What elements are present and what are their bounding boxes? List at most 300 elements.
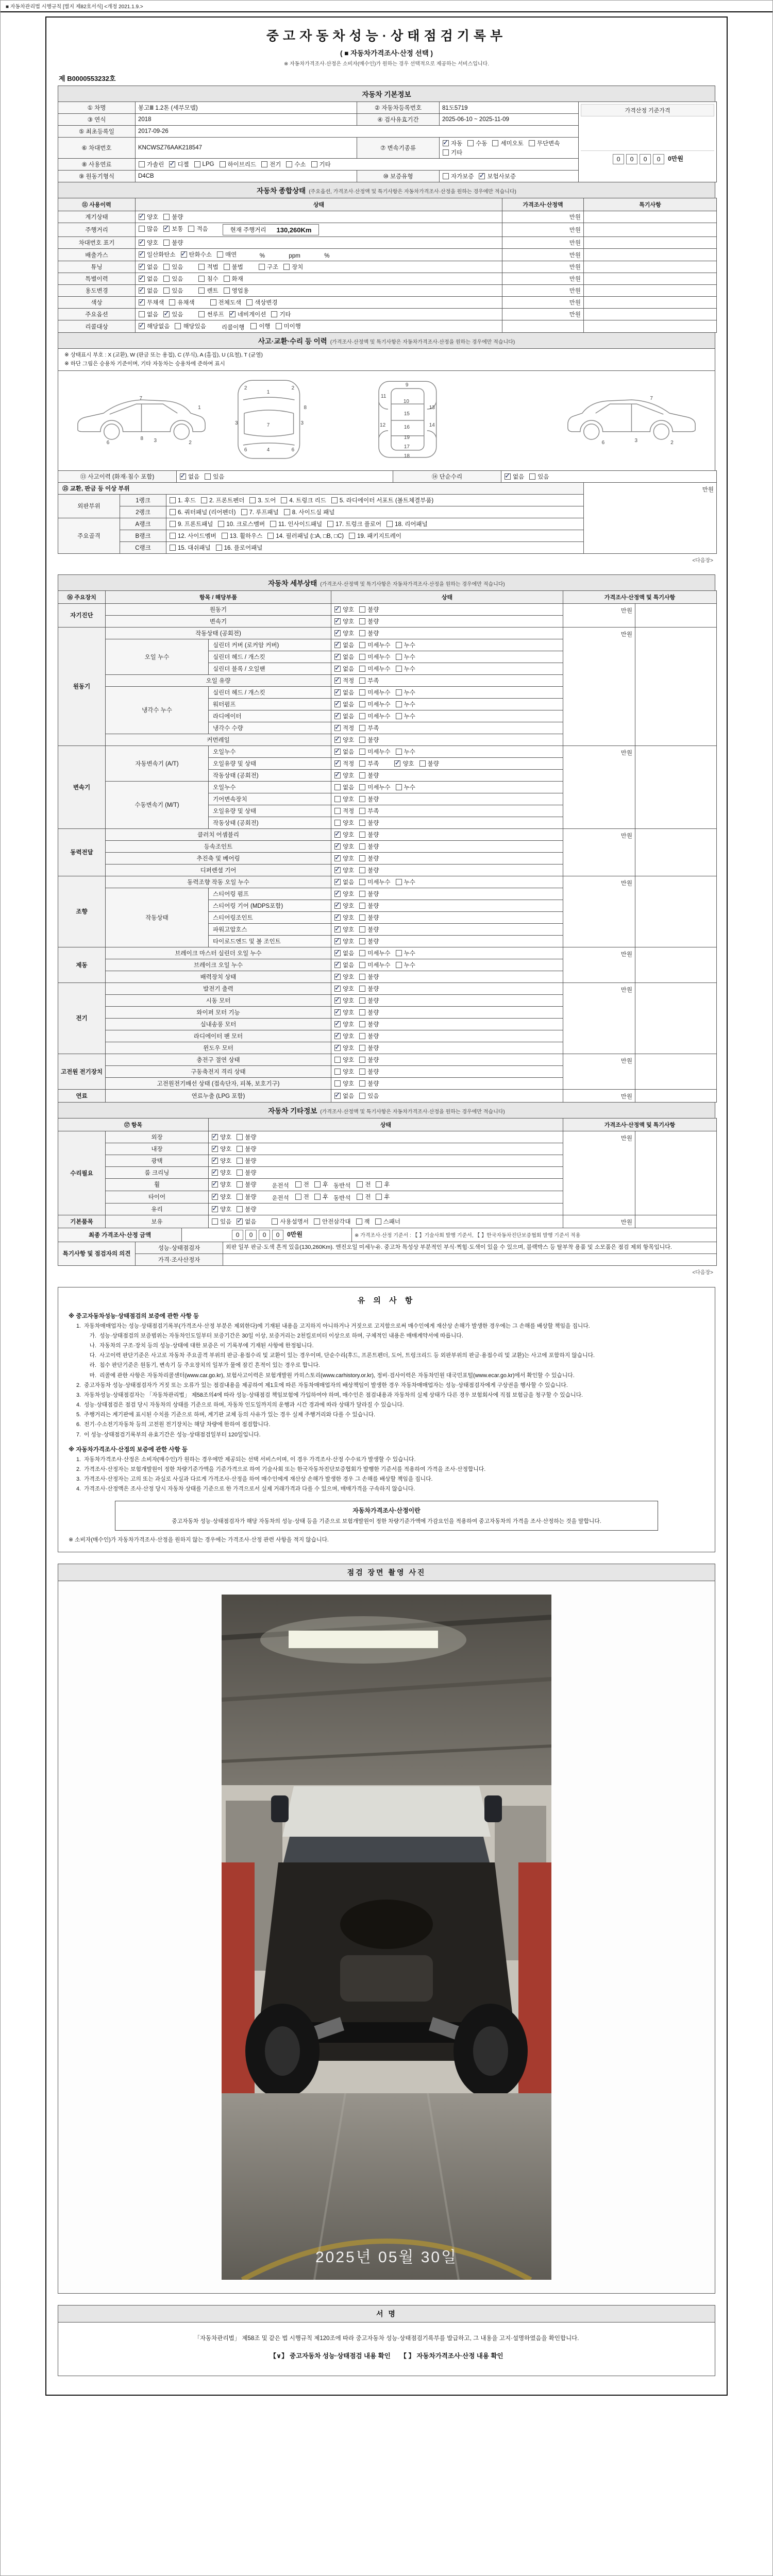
checkbox-option[interactable]: 10. 크로스멤버 bbox=[218, 520, 265, 528]
checkbox-option[interactable]: 안전삼각대 bbox=[314, 1217, 351, 1226]
checkbox-option[interactable]: ✓ 적정 bbox=[334, 724, 354, 732]
checkbox-option[interactable]: ✓ 양호 bbox=[334, 913, 354, 922]
checkbox-icon[interactable] bbox=[163, 276, 170, 282]
checkbox-option[interactable]: ✓ 양호 bbox=[334, 996, 354, 1005]
checkbox-option[interactable]: ✓ 양호 bbox=[334, 771, 354, 779]
checkbox-option[interactable]: ✓ 양호 bbox=[334, 831, 354, 839]
checkbox-option[interactable]: ✓ 양호 bbox=[334, 902, 354, 910]
checkbox-icon[interactable] bbox=[334, 784, 341, 790]
checkbox-icon[interactable] bbox=[281, 497, 287, 503]
checkbox-icon[interactable] bbox=[334, 879, 341, 885]
checkbox-option[interactable]: ✓ 일산화탄소 bbox=[139, 250, 176, 259]
checkbox-option[interactable]: 17. 트렁크 플로어 bbox=[327, 520, 381, 528]
checkbox-option[interactable]: ✓ 양호 bbox=[334, 629, 354, 637]
checkbox-icon[interactable] bbox=[359, 701, 365, 707]
checkbox-icon[interactable] bbox=[212, 1170, 218, 1176]
checkbox-icon[interactable] bbox=[359, 737, 365, 743]
checkbox-icon[interactable] bbox=[237, 1218, 243, 1225]
checkbox-icon[interactable] bbox=[286, 161, 292, 167]
checkbox-option[interactable]: 13. 휠하우스 bbox=[222, 532, 263, 540]
checkbox-option[interactable]: ✓ 적정 bbox=[334, 676, 354, 685]
checkbox-option[interactable]: 스패너 bbox=[375, 1217, 400, 1226]
checkbox-option[interactable]: 불량 bbox=[419, 759, 439, 768]
checkbox-icon[interactable] bbox=[359, 879, 365, 885]
checkbox-icon[interactable] bbox=[334, 772, 341, 778]
checkbox-option[interactable]: 불량 bbox=[237, 1168, 256, 1177]
checkbox-option[interactable]: 누수 bbox=[396, 653, 415, 661]
checkbox-icon[interactable] bbox=[334, 677, 341, 684]
checkbox-option[interactable]: 불량 bbox=[237, 1157, 256, 1165]
checkbox-option[interactable]: ✓ 양호 bbox=[212, 1168, 231, 1177]
checkbox-option[interactable]: ✓ 없음 bbox=[505, 472, 524, 481]
checkbox-icon[interactable] bbox=[229, 311, 236, 317]
checkbox-option[interactable]: 있음 bbox=[205, 472, 224, 481]
checkbox-icon[interactable] bbox=[139, 226, 145, 232]
checkbox-option[interactable]: ✓ 없음 bbox=[334, 688, 354, 697]
checkbox-option[interactable]: 양호 bbox=[334, 819, 354, 827]
checkbox-option[interactable]: 불량 bbox=[359, 617, 379, 625]
checkbox-option[interactable]: 후 bbox=[314, 1193, 328, 1201]
checkbox-option[interactable]: 8. 사이드실 패널 bbox=[284, 508, 335, 516]
checkbox-icon[interactable] bbox=[386, 521, 393, 527]
checkbox-icon[interactable] bbox=[212, 1134, 218, 1140]
checkbox-option[interactable]: ✓ 양호 bbox=[334, 985, 354, 993]
checkbox-option[interactable]: 전 bbox=[295, 1180, 309, 1189]
checkbox-option[interactable]: 2. 프론트펜더 bbox=[201, 496, 244, 504]
checkbox-option[interactable]: ✓ 없음 bbox=[334, 1092, 354, 1100]
checkbox-option[interactable]: 불량 bbox=[359, 1020, 379, 1028]
checkbox-icon[interactable] bbox=[359, 749, 365, 755]
checkbox-option[interactable]: 부족 bbox=[359, 759, 379, 768]
checkbox-option[interactable]: 후 bbox=[376, 1193, 390, 1201]
checkbox-icon[interactable] bbox=[163, 226, 170, 232]
checkbox-option[interactable]: ✓ 양호 bbox=[334, 1008, 354, 1016]
checkbox-option[interactable]: ✓ 없음 bbox=[334, 961, 354, 969]
checkbox-option[interactable]: 불량 bbox=[359, 1067, 379, 1076]
checkbox-option[interactable]: ✓ 양호 bbox=[334, 973, 354, 981]
checkbox-option[interactable]: ✓ 없음 bbox=[334, 878, 354, 886]
checkbox-option[interactable]: ✓ 없음 bbox=[334, 665, 354, 673]
checkbox-option[interactable]: ✓ 양호 bbox=[212, 1180, 231, 1189]
checkbox-option[interactable]: 불량 bbox=[237, 1180, 256, 1189]
checkbox-icon[interactable] bbox=[334, 760, 341, 767]
checkbox-option[interactable]: 없음 bbox=[334, 783, 354, 791]
checkbox-option[interactable]: 미세누수 bbox=[359, 653, 390, 661]
checkbox-icon[interactable] bbox=[220, 161, 226, 167]
checkbox-icon[interactable] bbox=[334, 689, 341, 696]
checkbox-option[interactable]: 7. 루프패널 bbox=[241, 508, 279, 516]
checkbox-icon[interactable] bbox=[334, 914, 341, 921]
checkbox-option[interactable]: 기타 bbox=[443, 148, 462, 157]
checkbox-option[interactable]: 렌트 bbox=[198, 286, 218, 295]
checkbox-option[interactable]: 수소 bbox=[286, 160, 306, 168]
checkbox-icon[interactable] bbox=[334, 737, 341, 743]
checkbox-icon[interactable] bbox=[170, 497, 176, 503]
checkbox-option[interactable]: 불량 bbox=[359, 913, 379, 922]
checkbox-icon[interactable] bbox=[334, 666, 341, 672]
checkbox-icon[interactable] bbox=[396, 689, 402, 696]
checkbox-icon[interactable] bbox=[163, 287, 170, 294]
checkbox-icon[interactable] bbox=[359, 654, 365, 660]
checkbox-icon[interactable] bbox=[359, 772, 365, 778]
checkbox-icon[interactable] bbox=[505, 473, 511, 480]
checkbox-icon[interactable] bbox=[334, 938, 341, 944]
checkbox-option[interactable]: 불량 bbox=[359, 1056, 379, 1064]
checkbox-option[interactable]: 없음 bbox=[139, 310, 158, 318]
checkbox-icon[interactable] bbox=[283, 264, 290, 270]
checkbox-option[interactable]: 9. 프론트패널 bbox=[170, 520, 213, 528]
checkbox-icon[interactable] bbox=[170, 509, 176, 515]
checkbox-icon[interactable] bbox=[357, 1194, 363, 1200]
checkbox-option[interactable]: 부족 bbox=[359, 676, 379, 685]
checkbox-option[interactable]: 장치 bbox=[283, 263, 303, 271]
checkbox-option[interactable]: 불량 bbox=[359, 1008, 379, 1016]
checkbox-icon[interactable] bbox=[334, 1045, 341, 1051]
checkbox-icon[interactable] bbox=[334, 642, 341, 648]
checkbox-option[interactable]: 유채색 bbox=[169, 298, 194, 307]
checkbox-icon[interactable] bbox=[359, 689, 365, 696]
checkbox-icon[interactable] bbox=[217, 251, 223, 258]
checkbox-option[interactable]: ✓ 없음 bbox=[334, 748, 354, 756]
checkbox-icon[interactable] bbox=[359, 950, 365, 956]
checkbox-option[interactable]: 미세누수 bbox=[359, 712, 390, 720]
checkbox-option[interactable]: 불량 bbox=[359, 1079, 379, 1088]
checkbox-option[interactable]: 불량 bbox=[359, 925, 379, 934]
checkbox-icon[interactable] bbox=[237, 1181, 243, 1188]
checkbox-option[interactable]: ✓ 탄화수소 bbox=[181, 250, 212, 259]
checkbox-icon[interactable] bbox=[314, 1181, 321, 1188]
checkbox-icon[interactable] bbox=[334, 820, 341, 826]
checkbox-option[interactable]: 불량 bbox=[359, 996, 379, 1005]
checkbox-icon[interactable] bbox=[334, 1057, 341, 1063]
checkbox-option[interactable]: ✓ 무채색 bbox=[139, 298, 164, 307]
checkbox-option[interactable]: 적음 bbox=[188, 225, 208, 233]
checkbox-icon[interactable] bbox=[295, 1181, 301, 1188]
checkbox-option[interactable]: 누수 bbox=[396, 878, 415, 886]
checkbox-icon[interactable] bbox=[331, 497, 338, 503]
checkbox-icon[interactable] bbox=[359, 1093, 365, 1099]
checkbox-icon[interactable] bbox=[237, 1170, 243, 1176]
checkbox-icon[interactable] bbox=[359, 938, 365, 944]
checkbox-icon[interactable] bbox=[359, 642, 365, 648]
checkbox-option[interactable]: ✓ 보험사보증 bbox=[479, 172, 516, 180]
checkbox-icon[interactable] bbox=[396, 642, 402, 648]
checkbox-option[interactable]: 수동 bbox=[467, 139, 487, 147]
checkbox-icon[interactable] bbox=[359, 760, 365, 767]
checkbox-option[interactable]: 화재 bbox=[224, 275, 243, 283]
checkbox-icon[interactable] bbox=[396, 950, 402, 956]
checkbox-icon[interactable] bbox=[170, 533, 176, 539]
checkbox-icon[interactable] bbox=[237, 1146, 243, 1152]
checkbox-option[interactable]: 불량 bbox=[359, 842, 379, 851]
checkbox-option[interactable]: ✓ 양호 bbox=[334, 890, 354, 898]
checkbox-icon[interactable] bbox=[139, 240, 145, 246]
checkbox-option[interactable]: ✓ 양호 bbox=[334, 937, 354, 945]
checkbox-icon[interactable] bbox=[169, 161, 175, 167]
checkbox-icon[interactable] bbox=[359, 630, 365, 636]
checkbox-option[interactable]: 불량 bbox=[359, 831, 379, 839]
checkbox-option[interactable]: 있음 bbox=[163, 263, 183, 271]
checkbox-option[interactable]: 불량 bbox=[359, 605, 379, 614]
checkbox-icon[interactable] bbox=[276, 323, 282, 329]
checkbox-icon[interactable] bbox=[241, 509, 247, 515]
checkbox-icon[interactable] bbox=[163, 240, 170, 246]
checkbox-option[interactable]: ✓ 없음 bbox=[334, 700, 354, 708]
checkbox-option[interactable]: ✓ 없음 bbox=[334, 949, 354, 957]
checkbox-icon[interactable] bbox=[188, 226, 194, 232]
checkbox-icon[interactable] bbox=[212, 1181, 218, 1188]
checkbox-option[interactable]: ✓ 양호 bbox=[334, 605, 354, 614]
checkbox-icon[interactable] bbox=[396, 784, 402, 790]
checkbox-icon[interactable] bbox=[479, 173, 485, 179]
checkbox-option[interactable]: 1. 후드 bbox=[170, 496, 196, 504]
checkbox-option[interactable]: 3. 도어 bbox=[249, 496, 276, 504]
checkbox-option[interactable]: 전 bbox=[295, 1193, 309, 1201]
checkbox-icon[interactable] bbox=[267, 533, 274, 539]
checkbox-icon[interactable] bbox=[359, 867, 365, 873]
checkbox-option[interactable]: ✓ 해당없음 bbox=[139, 322, 170, 330]
checkbox-icon[interactable] bbox=[376, 1181, 382, 1188]
checkbox-icon[interactable] bbox=[359, 1033, 365, 1039]
checkbox-option[interactable]: 미세누수 bbox=[359, 700, 390, 708]
checkbox-icon[interactable] bbox=[314, 1218, 320, 1225]
checkbox-icon[interactable] bbox=[359, 843, 365, 850]
checkbox-icon[interactable] bbox=[359, 1009, 365, 1015]
checkbox-option[interactable]: 누수 bbox=[396, 665, 415, 673]
checkbox-icon[interactable] bbox=[376, 1194, 382, 1200]
checkbox-option[interactable]: ✓ 양호 bbox=[139, 213, 158, 221]
checkbox-icon[interactable] bbox=[359, 618, 365, 624]
checkbox-option[interactable]: 잭 bbox=[356, 1217, 370, 1226]
checkbox-icon[interactable] bbox=[175, 323, 181, 329]
checkbox-option[interactable]: ✓ 양호 bbox=[334, 866, 354, 874]
checkbox-icon[interactable] bbox=[163, 214, 170, 220]
checkbox-icon[interactable] bbox=[334, 867, 341, 873]
checkbox-option[interactable]: 전 bbox=[357, 1180, 371, 1189]
checkbox-option[interactable]: ✓ 있음 bbox=[163, 310, 183, 318]
checkbox-option[interactable]: 불량 bbox=[163, 239, 183, 247]
checkbox-option[interactable]: ✓ 양호 bbox=[212, 1205, 231, 1213]
checkbox-icon[interactable] bbox=[284, 509, 290, 515]
checkbox-option[interactable]: ✓ 보통 bbox=[163, 225, 183, 233]
checkbox-icon[interactable] bbox=[224, 276, 230, 282]
checkbox-icon[interactable] bbox=[334, 1009, 341, 1015]
checkbox-icon[interactable] bbox=[163, 264, 170, 270]
checkbox-icon[interactable] bbox=[334, 832, 341, 838]
checkbox-option[interactable]: 부족 bbox=[359, 724, 379, 732]
checkbox-option[interactable]: 이행 bbox=[250, 322, 270, 330]
checkbox-icon[interactable] bbox=[359, 808, 365, 814]
checkbox-option[interactable]: 불량 bbox=[359, 854, 379, 862]
checkbox-option[interactable]: 6. 쿼터패널 (리어펜더) bbox=[170, 508, 236, 516]
checkbox-option[interactable]: 전체도색 bbox=[210, 298, 241, 307]
checkbox-icon[interactable] bbox=[359, 713, 365, 719]
checkbox-option[interactable]: 부족 bbox=[359, 807, 379, 815]
checkbox-icon[interactable] bbox=[334, 950, 341, 956]
checkbox-icon[interactable] bbox=[295, 1194, 301, 1200]
checkbox-icon[interactable] bbox=[334, 701, 341, 707]
checkbox-option[interactable]: 후 bbox=[376, 1180, 390, 1189]
checkbox-icon[interactable] bbox=[205, 473, 211, 480]
checkbox-icon[interactable] bbox=[270, 521, 276, 527]
checkbox-icon[interactable] bbox=[212, 1206, 218, 1212]
checkbox-icon[interactable] bbox=[250, 323, 257, 329]
checkbox-icon[interactable] bbox=[359, 903, 365, 909]
checkbox-icon[interactable] bbox=[334, 1093, 341, 1099]
checkbox-option[interactable]: ✓ 양호 bbox=[212, 1133, 231, 1141]
checkbox-option[interactable]: ✓ 자동 bbox=[443, 139, 462, 147]
checkbox-icon[interactable] bbox=[334, 808, 341, 814]
checkbox-option[interactable]: ✓ 없음 bbox=[334, 712, 354, 720]
checkbox-option[interactable]: 4. 트렁크 리드 bbox=[281, 496, 326, 504]
checkbox-icon[interactable] bbox=[139, 214, 145, 220]
checkbox-icon[interactable] bbox=[181, 251, 187, 258]
checkbox-option[interactable]: ✓ 양호 bbox=[334, 925, 354, 934]
checkbox-icon[interactable] bbox=[334, 796, 341, 802]
checkbox-icon[interactable] bbox=[139, 323, 145, 329]
checkbox-option[interactable]: 많음 bbox=[139, 225, 158, 233]
checkbox-option[interactable]: 미세누수 bbox=[359, 665, 390, 673]
checkbox-icon[interactable] bbox=[359, 725, 365, 731]
checkbox-option[interactable]: ✓ 없음 bbox=[180, 472, 199, 481]
checkbox-option[interactable]: ✓ 양호 bbox=[334, 617, 354, 625]
checkbox-icon[interactable] bbox=[334, 855, 341, 861]
checkbox-option[interactable]: 15. 대쉬패널 bbox=[170, 544, 211, 552]
checkbox-option[interactable]: 미세누수 bbox=[359, 961, 390, 969]
checkbox-option[interactable]: 불량 bbox=[237, 1193, 256, 1201]
checkbox-icon[interactable] bbox=[139, 161, 145, 167]
checkbox-icon[interactable] bbox=[492, 140, 498, 146]
checkbox-option[interactable]: 16. 플로어패널 bbox=[216, 544, 263, 552]
checkbox-option[interactable]: 불량 bbox=[359, 819, 379, 827]
checkbox-option[interactable]: 있음 bbox=[359, 1092, 379, 1100]
checkbox-option[interactable]: 18. 리어패널 bbox=[386, 520, 428, 528]
checkbox-icon[interactable] bbox=[212, 1158, 218, 1164]
checkbox-icon[interactable] bbox=[139, 311, 145, 317]
checkbox-option[interactable]: 불량 bbox=[359, 771, 379, 779]
checkbox-icon[interactable] bbox=[396, 749, 402, 755]
checkbox-option[interactable]: 불량 bbox=[359, 629, 379, 637]
checkbox-option[interactable]: 불량 bbox=[359, 795, 379, 803]
checkbox-icon[interactable] bbox=[163, 311, 170, 317]
checkbox-icon[interactable] bbox=[224, 287, 230, 294]
checkbox-option[interactable]: ✓ 없음 bbox=[139, 263, 158, 271]
checkbox-icon[interactable] bbox=[359, 997, 365, 1004]
checkbox-option[interactable]: 적법 bbox=[198, 263, 218, 271]
checkbox-option[interactable]: 자가보증 bbox=[443, 172, 474, 180]
checkbox-icon[interactable] bbox=[194, 161, 200, 167]
checkbox-option[interactable]: 전 bbox=[357, 1193, 371, 1201]
checkbox-icon[interactable] bbox=[396, 666, 402, 672]
checkbox-icon[interactable] bbox=[139, 276, 145, 282]
checkbox-icon[interactable] bbox=[210, 299, 216, 306]
checkbox-icon[interactable] bbox=[396, 654, 402, 660]
checkbox-icon[interactable] bbox=[359, 986, 365, 992]
checkbox-icon[interactable] bbox=[334, 962, 341, 968]
checkbox-option[interactable]: 색상변경 bbox=[246, 298, 277, 307]
checkbox-icon[interactable] bbox=[170, 545, 176, 551]
checkbox-icon[interactable] bbox=[529, 473, 535, 480]
checkbox-icon[interactable] bbox=[359, 606, 365, 613]
checkbox-icon[interactable] bbox=[334, 749, 341, 755]
checkbox-icon[interactable] bbox=[139, 251, 145, 258]
checkbox-option[interactable]: ✓ 양호 bbox=[334, 736, 354, 744]
checkbox-icon[interactable] bbox=[359, 796, 365, 802]
checkbox-option[interactable]: 불량 bbox=[359, 1044, 379, 1052]
checkbox-option[interactable]: 적정 bbox=[334, 807, 354, 815]
checkbox-option[interactable]: 불법 bbox=[224, 263, 243, 271]
checkbox-option[interactable]: LPG bbox=[194, 161, 214, 167]
checkbox-option[interactable]: 미세누수 bbox=[359, 688, 390, 697]
checkbox-icon[interactable] bbox=[216, 545, 222, 551]
checkbox-icon[interactable] bbox=[198, 311, 205, 317]
checkbox-option[interactable]: 미세누수 bbox=[359, 748, 390, 756]
checkbox-option[interactable]: 기타 bbox=[271, 310, 291, 318]
checkbox-icon[interactable] bbox=[237, 1194, 243, 1200]
checkbox-icon[interactable] bbox=[198, 287, 205, 294]
checkbox-option[interactable]: 미세누수 bbox=[359, 783, 390, 791]
checkbox-option[interactable]: 하이브리드 bbox=[220, 160, 257, 168]
checkbox-icon[interactable] bbox=[419, 760, 426, 767]
checkbox-icon[interactable] bbox=[357, 1181, 363, 1188]
checkbox-icon[interactable] bbox=[311, 161, 317, 167]
checkbox-option[interactable]: 양호 bbox=[334, 1067, 354, 1076]
checkbox-icon[interactable] bbox=[334, 1021, 341, 1027]
checkbox-icon[interactable] bbox=[218, 521, 224, 527]
checkbox-icon[interactable] bbox=[359, 855, 365, 861]
checkbox-option[interactable]: 양호 bbox=[334, 1079, 354, 1088]
checkbox-option[interactable]: 불량 bbox=[237, 1145, 256, 1153]
checkbox-icon[interactable] bbox=[212, 1146, 218, 1152]
checkbox-option[interactable]: 침수 bbox=[198, 275, 218, 283]
checkbox-option[interactable]: 세미오토 bbox=[492, 139, 523, 147]
checkbox-option[interactable]: 불량 bbox=[237, 1133, 256, 1141]
checkbox-icon[interactable] bbox=[359, 962, 365, 968]
checkbox-option[interactable]: 누수 bbox=[396, 700, 415, 708]
checkbox-option[interactable]: 누수 bbox=[396, 961, 415, 969]
checkbox-option[interactable]: 불량 bbox=[359, 973, 379, 981]
checkbox-icon[interactable] bbox=[201, 497, 207, 503]
checkbox-option[interactable]: ✓ 없음 bbox=[139, 275, 158, 283]
checkbox-option[interactable]: 11. 인사이드패널 bbox=[270, 520, 322, 528]
checkbox-icon[interactable] bbox=[314, 1194, 321, 1200]
checkbox-icon[interactable] bbox=[180, 473, 186, 480]
checkbox-icon[interactable] bbox=[334, 986, 341, 992]
checkbox-option[interactable]: 누수 bbox=[396, 949, 415, 957]
checkbox-icon[interactable] bbox=[139, 287, 145, 294]
checkbox-option[interactable]: ✓ 적정 bbox=[334, 759, 354, 768]
checkbox-icon[interactable] bbox=[443, 149, 449, 156]
checkbox-icon[interactable] bbox=[246, 299, 253, 306]
checkbox-option[interactable]: 불량 bbox=[163, 213, 183, 221]
checkbox-icon[interactable] bbox=[261, 161, 267, 167]
checkbox-icon[interactable] bbox=[327, 521, 333, 527]
checkbox-icon[interactable] bbox=[334, 891, 341, 897]
checkbox-option[interactable]: ✓ 없음 bbox=[334, 653, 354, 661]
checkbox-icon[interactable] bbox=[443, 173, 449, 179]
checkbox-icon[interactable] bbox=[139, 264, 145, 270]
checkbox-option[interactable]: 있음 bbox=[163, 286, 183, 295]
checkbox-option[interactable]: 12. 사이드멤버 bbox=[170, 532, 216, 540]
checkbox-option[interactable]: 19. 패키지트레이 bbox=[349, 532, 401, 540]
checkbox-option[interactable]: ✓ 양호 bbox=[394, 759, 414, 768]
checkbox-icon[interactable] bbox=[349, 533, 355, 539]
checkbox-icon[interactable] bbox=[359, 1069, 365, 1075]
checkbox-option[interactable]: ✓ 양호 bbox=[334, 1044, 354, 1052]
checkbox-option[interactable]: ✓ 없음 bbox=[334, 641, 354, 649]
checkbox-option[interactable]: ✓ 양호 bbox=[212, 1145, 231, 1153]
checkbox-icon[interactable] bbox=[467, 140, 474, 146]
